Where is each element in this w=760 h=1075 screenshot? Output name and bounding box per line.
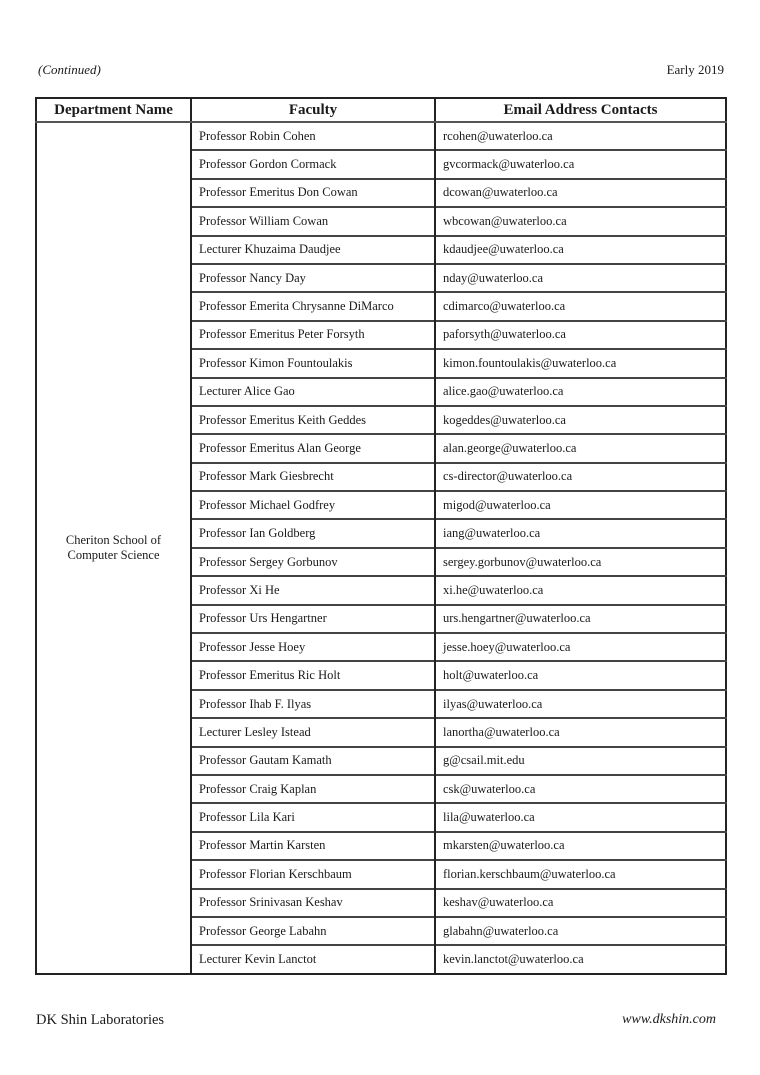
email-cell[interactable]: alice.gao@uwaterloo.ca (435, 378, 726, 406)
column-header-faculty: Faculty (191, 98, 435, 122)
email-cell[interactable]: migod@uwaterloo.ca (435, 491, 726, 519)
email-cell[interactable]: alan.george@uwaterloo.ca (435, 434, 726, 462)
email-cell[interactable]: csk@uwaterloo.ca (435, 775, 726, 803)
faculty-cell: Professor Jesse Hoey (191, 633, 435, 661)
faculty-cell: Professor Urs Hengartner (191, 605, 435, 633)
email-cell[interactable]: iang@uwaterloo.ca (435, 519, 726, 547)
email-cell[interactable]: nday@uwaterloo.ca (435, 264, 726, 292)
table-header-row (36, 98, 726, 122)
faculty-cell: Professor Nancy Day (191, 264, 435, 292)
faculty-cell: Professor Florian Kerschbaum (191, 860, 435, 888)
email-cell[interactable]: paforsyth@uwaterloo.ca (435, 321, 726, 349)
footer-publisher: DK Shin Laboratories (36, 1012, 165, 1028)
footer-website-link[interactable]: www.dkshin.com (622, 1012, 716, 1027)
email-cell[interactable]: glabahn@uwaterloo.ca (435, 917, 726, 945)
department-name-cell: Cheriton School of Computer Science (65, 532, 162, 562)
faculty-cell: Professor Mark Giesbrecht (191, 463, 435, 491)
faculty-cell: Professor Emeritus Don Cowan (191, 179, 435, 207)
email-cell[interactable]: kogeddes@uwaterloo.ca (435, 406, 726, 434)
email-cell[interactable]: rcohen@uwaterloo.ca (435, 122, 726, 150)
email-cell[interactable]: g@csail.mit.edu (435, 747, 726, 775)
faculty-cell: Professor Emerita Chrysanne DiMarco (191, 292, 435, 320)
faculty-cell: Professor Ian Goldberg (191, 519, 435, 547)
faculty-cell: Professor Lila Kari (191, 803, 435, 831)
email-cell[interactable]: dcowan@uwaterloo.ca (435, 179, 726, 207)
continued-label: (Continued) (38, 62, 101, 77)
faculty-cell: Professor Robin Cohen (191, 122, 435, 150)
faculty-cell: Professor Ihab F. Ilyas (191, 690, 435, 718)
column-header-email: Email Address Contacts (435, 98, 726, 122)
faculty-contacts-table (35, 97, 727, 975)
faculty-cell: Professor Emeritus Peter Forsyth (191, 321, 435, 349)
date-label: Early 2019 (666, 62, 724, 77)
faculty-cell: Professor Emeritus Ric Holt (191, 661, 435, 689)
email-cell[interactable]: cdimarco@uwaterloo.ca (435, 292, 726, 320)
faculty-cell: Professor William Cowan (191, 207, 435, 235)
faculty-cell: Professor Emeritus Keith Geddes (191, 406, 435, 434)
email-cell[interactable]: xi.he@uwaterloo.ca (435, 576, 726, 604)
faculty-cell: Professor Gordon Cormack (191, 150, 435, 178)
faculty-cell: Professor Kimon Fountoulakis (191, 349, 435, 377)
faculty-cell: Lecturer Kevin Lanctot (191, 945, 435, 973)
email-cell[interactable]: lanortha@uwaterloo.ca (435, 718, 726, 746)
email-cell[interactable]: cs-director@uwaterloo.ca (435, 463, 726, 491)
email-cell[interactable]: holt@uwaterloo.ca (435, 661, 726, 689)
faculty-cell: Professor Emeritus Alan George (191, 434, 435, 462)
faculty-cell: Lecturer Alice Gao (191, 378, 435, 406)
email-cell[interactable]: jesse.hoey@uwaterloo.ca (435, 633, 726, 661)
email-cell[interactable]: gvcormack@uwaterloo.ca (435, 150, 726, 178)
email-cell[interactable]: kdaudjee@uwaterloo.ca (435, 236, 726, 264)
faculty-cell: Professor Craig Kaplan (191, 775, 435, 803)
email-cell[interactable]: keshav@uwaterloo.ca (435, 889, 726, 917)
email-cell[interactable]: wbcowan@uwaterloo.ca (435, 207, 726, 235)
faculty-cell: Professor George Labahn (191, 917, 435, 945)
email-cell[interactable]: urs.hengartner@uwaterloo.ca (435, 605, 726, 633)
email-cell[interactable]: mkarsten@uwaterloo.ca (435, 832, 726, 860)
table-body (36, 122, 726, 974)
faculty-cell: Professor Michael Godfrey (191, 491, 435, 519)
table-row (36, 122, 726, 150)
email-cell[interactable]: florian.kerschbaum@uwaterloo.ca (435, 860, 726, 888)
email-cell[interactable]: lila@uwaterloo.ca (435, 803, 726, 831)
faculty-cell: Lecturer Khuzaima Daudjee (191, 236, 435, 264)
faculty-cell: Professor Xi He (191, 576, 435, 604)
faculty-cell: Professor Gautam Kamath (191, 747, 435, 775)
email-cell[interactable]: kevin.lanctot@uwaterloo.ca (435, 945, 726, 973)
faculty-cell: Professor Srinivasan Keshav (191, 889, 435, 917)
email-cell[interactable]: sergey.gorbunov@uwaterloo.ca (435, 548, 726, 576)
faculty-cell: Professor Martin Karsten (191, 832, 435, 860)
faculty-cell: Professor Sergey Gorbunov (191, 548, 435, 576)
email-cell[interactable]: ilyas@uwaterloo.ca (435, 690, 726, 718)
column-header-department: Department Name (36, 98, 191, 122)
email-cell[interactable]: kimon.fountoulakis@uwaterloo.ca (435, 349, 726, 377)
faculty-cell: Lecturer Lesley Istead (191, 718, 435, 746)
